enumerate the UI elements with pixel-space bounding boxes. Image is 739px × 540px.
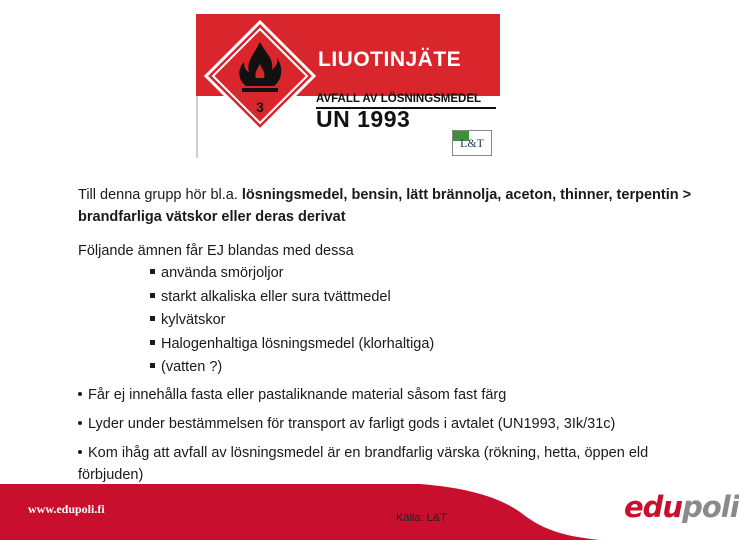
square-bullet-icon <box>150 316 155 321</box>
label-subtitle: AVFALL AV LÖSNINGSMEDEL <box>316 93 482 105</box>
svg-text:3: 3 <box>256 99 264 115</box>
mixing-list <box>150 262 434 380</box>
intro-bold: lösningsmedel, bensin, lätt brännolja, aceton, thinner, terpentin > brandfarliga vätskor eller deras derivat <box>78 187 692 225</box>
bullet-icon <box>78 450 82 454</box>
list-item: (vatten ?) <box>150 356 434 380</box>
list-item: kylvätskor <box>150 309 434 333</box>
notes-list <box>78 384 688 493</box>
mixing-heading: Följande ämnen får EJ blandas med dessa <box>78 243 354 259</box>
intro-prefix: Till denna grupp hör bl.a. <box>78 187 242 203</box>
intro-paragraph <box>78 184 698 228</box>
list-item: Kom ihåg att avfall av lösningsmedel är en brandfarlig värska (rökning, hetta, öppen eld förbjuden) <box>78 445 649 483</box>
square-bullet-icon <box>150 269 155 274</box>
square-bullet-icon <box>150 293 155 298</box>
edupoli-logo <box>624 490 739 524</box>
square-bullet-icon <box>150 340 155 345</box>
list-item: använda smörjoljor <box>150 262 434 286</box>
footer <box>0 484 739 540</box>
square-bullet-icon <box>150 363 155 368</box>
waste-label-image <box>196 14 500 158</box>
logo-edu: edu <box>624 490 683 524</box>
lt-logo-text: L&T <box>460 135 484 150</box>
list-item: Halogenhaltiga lösningsmedel (klorhaltiga) <box>150 333 434 357</box>
flammable-diamond-icon <box>204 20 316 132</box>
list-item: starkt alkaliska eller sura tvättmedel <box>150 286 434 310</box>
source-caption: Källa: L&T <box>396 512 447 524</box>
bullet-icon <box>78 421 82 425</box>
label-un-number: UN 1993 <box>316 106 411 132</box>
label-title: LIUOTINJÄTE <box>318 48 462 71</box>
list-item: Lyder under bestämmelsen för transport av farligt gods i avtalet (UN1993, 3Ik/31c) <box>78 413 688 435</box>
lt-logo <box>452 130 492 156</box>
list-item: Får ej innehålla fasta eller pastaliknande material såsom fast färg <box>78 384 688 406</box>
slide-content <box>78 184 698 483</box>
bullet-icon <box>78 392 82 396</box>
footer-url-link[interactable]: www.edupoli.fi <box>28 502 105 516</box>
logo-poli: poli <box>682 490 739 524</box>
footer-band <box>0 484 720 540</box>
